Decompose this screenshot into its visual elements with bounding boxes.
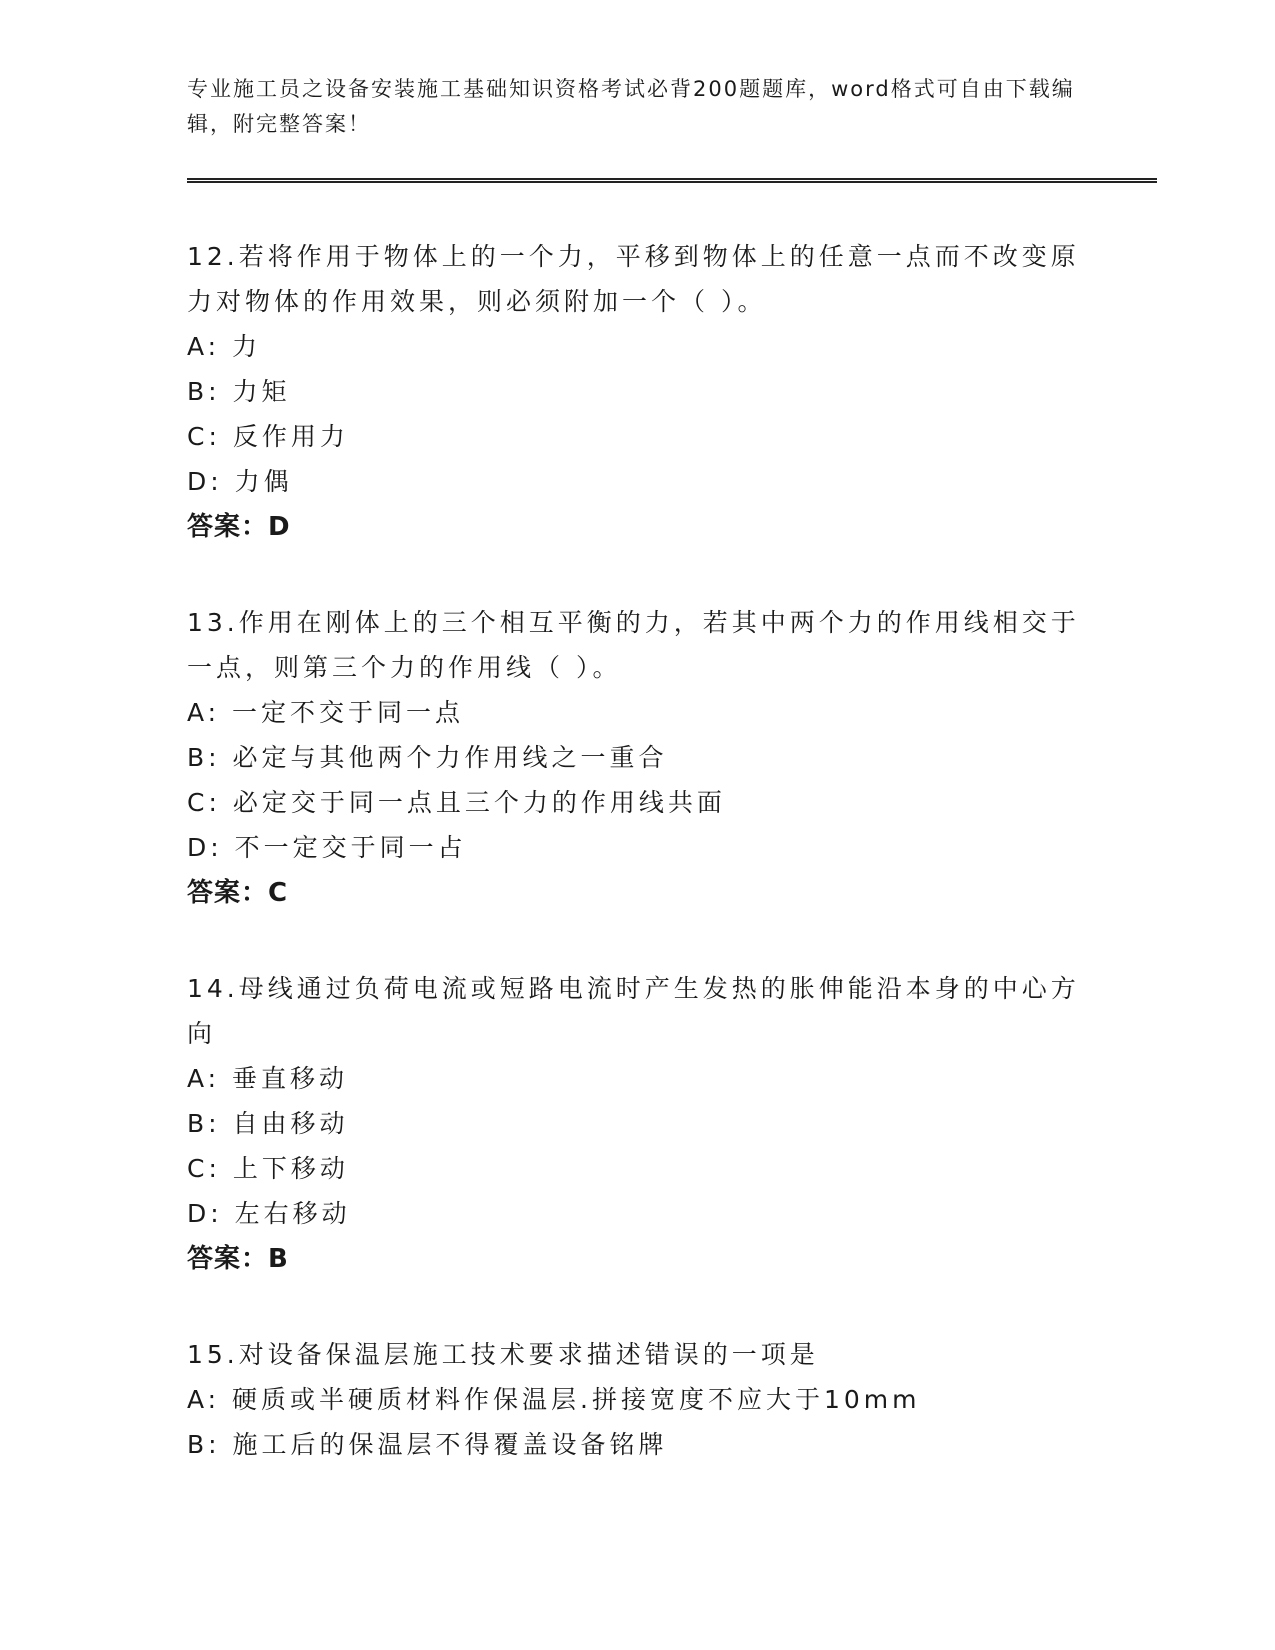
answer-label: 答案：D [187, 512, 291, 542]
question-stem: 15.对设备保温层施工技术要求描述错误的一项是 [187, 1340, 819, 1369]
option-d: D: 力偶 [187, 467, 293, 496]
option-b: B: 力矩 [187, 377, 291, 406]
option-b: B: 必定与其他两个力作用线之一重合 [187, 743, 668, 772]
option-d: D: 左右移动 [187, 1199, 351, 1228]
document-header-title: 专业施工员之设备安装施工基础知识资格考试必背200题题库，word格式可自由下载编辑，附完整答案！ [187, 77, 1075, 136]
option-a: A: 垂直移动 [187, 1064, 349, 1093]
question-stem: 12.若将作用于物体上的一个力，平移到物体上的任意一点而不改变原力对物体的作用效果，则必须附加一个（ ）。 [187, 242, 1080, 316]
question-stem: 14.母线通过负荷电流或短路电流时产生发热的胀伸能沿本身的中心方向 [187, 974, 1080, 1048]
answer-label: 答案：B [187, 1244, 289, 1274]
option-c: C: 上下移动 [187, 1154, 349, 1183]
question-14 [187, 966, 1087, 1282]
question-13 [187, 600, 1087, 916]
answer-label: 答案：C [187, 878, 289, 908]
option-b: B: 施工后的保温层不得覆盖设备铭牌 [187, 1430, 668, 1459]
option-d: D: 不一定交于同一占 [187, 833, 467, 862]
option-c: C: 反作用力 [187, 422, 349, 451]
option-a: A: 一定不交于同一点 [187, 698, 465, 727]
option-a: A: 硬质或半硬质材料作保温层.拼接宽度不应大于10mm [187, 1385, 921, 1414]
question-12 [187, 234, 1087, 550]
question-15 [187, 1332, 1087, 1467]
question-stem: 13.作用在刚体上的三个相互平衡的力，若其中两个力的作用线相交于一点，则第三个力的作用线（ ）。 [187, 608, 1080, 682]
header-divider [187, 178, 1157, 183]
option-c: C: 必定交于同一点且三个力的作用线共面 [187, 788, 726, 817]
option-b: B: 自由移动 [187, 1109, 349, 1138]
option-a: A: 力 [187, 332, 262, 361]
